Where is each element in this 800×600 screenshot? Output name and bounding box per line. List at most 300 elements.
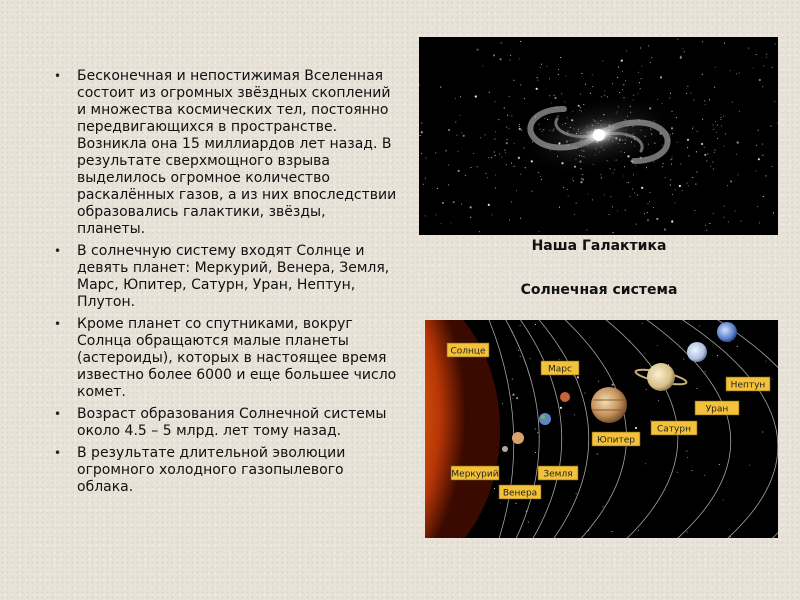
venus-icon <box>512 432 524 444</box>
star-dot <box>504 150 505 151</box>
label-mercury <box>451 466 499 480</box>
star-dot <box>559 207 560 208</box>
star-dot <box>618 67 619 68</box>
star-dot <box>535 324 536 325</box>
star-dot <box>645 463 646 464</box>
star-dot <box>531 191 532 192</box>
star-dot <box>623 84 624 85</box>
star-dot <box>577 376 579 378</box>
star-dot <box>714 150 715 151</box>
star-dot <box>686 183 687 184</box>
star-dot <box>538 172 539 173</box>
star-dot <box>680 57 682 59</box>
star-dot <box>766 57 767 58</box>
star-dot <box>719 464 720 465</box>
star-dot <box>619 92 620 93</box>
star-dot <box>717 125 718 126</box>
mars-icon <box>560 392 570 402</box>
star-dot <box>520 84 521 85</box>
star-dot <box>597 454 598 455</box>
star-dot <box>507 139 508 140</box>
star-dot <box>514 143 515 144</box>
label-mars <box>541 361 579 375</box>
star-dot <box>736 73 737 74</box>
label-sun <box>447 343 489 357</box>
star-dot <box>561 93 562 94</box>
star-dot <box>506 127 507 128</box>
star-dot <box>775 43 776 44</box>
star-dot <box>448 184 449 185</box>
star-dot <box>601 177 602 178</box>
star-dot <box>716 132 717 133</box>
star-dot <box>494 101 495 102</box>
star-dot <box>502 403 503 404</box>
star-dot <box>680 163 681 164</box>
star-dot <box>609 214 610 215</box>
star-dot <box>647 203 648 204</box>
label-earth <box>538 466 578 480</box>
star-dot <box>604 194 605 195</box>
star-dot <box>612 172 613 173</box>
star-dot <box>622 71 623 72</box>
star-dot <box>756 54 757 55</box>
star-dot <box>705 225 706 226</box>
star-dot <box>635 427 637 429</box>
star-dot <box>763 65 764 66</box>
star-dot <box>706 160 707 161</box>
star-dot <box>702 74 703 75</box>
star-dot <box>479 231 480 232</box>
star-dot <box>537 77 538 78</box>
star-dot <box>696 151 697 152</box>
bullet-icon: • <box>54 244 62 258</box>
star-dot <box>519 124 520 125</box>
bullet-icon: • <box>54 69 62 83</box>
star-dot <box>518 350 519 351</box>
star-dot <box>707 153 708 154</box>
star-dot <box>737 346 738 347</box>
star-dot <box>540 67 541 68</box>
star-dot <box>590 93 591 94</box>
star-dot <box>420 135 421 136</box>
star-dot <box>748 48 749 49</box>
label-mercury-text: Меркурий <box>451 469 499 480</box>
star-dot <box>493 54 495 56</box>
star-dot <box>499 153 500 154</box>
star-dot <box>699 325 700 326</box>
bullet-item <box>52 445 397 496</box>
star-dot <box>660 76 662 78</box>
star-dot <box>581 73 582 74</box>
star-dot <box>477 166 478 167</box>
star-dot <box>663 163 664 164</box>
galaxy-graphic <box>419 37 778 235</box>
star-dot <box>573 180 574 181</box>
earth-icon <box>539 413 551 425</box>
star-dot <box>714 87 715 88</box>
star-dot <box>560 57 561 58</box>
star-dot <box>730 180 732 182</box>
star-dot <box>525 167 526 168</box>
star-dot <box>604 90 605 91</box>
star-dot <box>582 178 584 180</box>
star-dot <box>759 222 760 223</box>
star-dot <box>672 194 673 195</box>
star-dot <box>635 165 636 166</box>
star-dot <box>598 381 599 382</box>
bullet-list <box>52 68 397 501</box>
bullet-item <box>52 68 397 238</box>
star-dot <box>653 161 654 162</box>
label-jupiter <box>592 432 640 446</box>
star-dot <box>670 159 671 160</box>
star-dot <box>725 133 726 134</box>
star-dot <box>457 151 458 152</box>
star-dot <box>485 134 486 135</box>
star-dot <box>664 228 666 230</box>
star-dot <box>611 531 612 532</box>
star-dot <box>580 94 581 95</box>
star-dot <box>727 185 728 186</box>
label-mars-text: Марс <box>548 364 572 375</box>
star-dot <box>695 184 696 185</box>
star-dot <box>492 214 493 215</box>
star-dot <box>482 65 483 66</box>
star-dot <box>762 144 763 145</box>
star-dot <box>435 153 436 154</box>
star-dot <box>459 115 460 116</box>
star-dot <box>539 231 540 232</box>
star-dot <box>766 54 767 55</box>
star-dot <box>770 126 771 127</box>
star-dot <box>633 174 634 175</box>
star-dot <box>670 185 671 186</box>
star-dot <box>671 164 672 165</box>
star-dot <box>647 219 649 221</box>
star-dot <box>541 179 542 180</box>
star-dot <box>674 202 675 203</box>
star-dot <box>757 206 758 207</box>
star-dot <box>622 89 623 90</box>
star-dot <box>521 130 522 131</box>
star-dot <box>628 182 629 183</box>
star-dot <box>519 126 520 127</box>
bullet-text: Кроме планет со спутниками, вокруг Солнца обращаются малые планеты (астероиды), которых в настоящее время известно более 6000 и еще большее число комет. <box>77 316 397 400</box>
star-dot <box>505 152 506 153</box>
star-dot <box>739 111 740 112</box>
star-dot <box>445 150 446 151</box>
star-dot <box>537 432 538 433</box>
star-dot <box>421 131 423 133</box>
star-dot <box>516 397 518 399</box>
star-dot <box>632 188 633 189</box>
star-dot <box>713 129 714 130</box>
star-dot <box>686 93 687 94</box>
star-dot <box>670 179 671 180</box>
star-dot <box>681 56 682 57</box>
star-dot <box>771 166 772 167</box>
star-dot <box>448 165 449 166</box>
star-dot <box>520 356 521 357</box>
star-dot <box>625 210 626 211</box>
star-dot <box>677 472 678 473</box>
star-dot <box>495 131 496 132</box>
star-dot <box>536 88 538 90</box>
star-dot <box>506 164 507 165</box>
star-dot <box>491 157 492 158</box>
star-dot <box>772 67 773 68</box>
star-dot <box>537 80 538 81</box>
star-dot <box>554 97 556 99</box>
star-dot <box>470 206 472 208</box>
star-dot <box>610 196 611 197</box>
star-dot <box>734 210 735 211</box>
star-dot <box>671 220 673 222</box>
star-dot <box>641 187 643 189</box>
star-dot <box>639 82 640 83</box>
bullet-text: В солнечную систему входят Солнце и девять планет: Меркурий, Венера, Земля, Марс, Юпитер, Сатурн, Уран, Нептун, Плутон. <box>77 243 390 310</box>
solar-system-image <box>425 320 778 538</box>
mercury-icon <box>502 446 508 452</box>
star-dot <box>617 210 618 211</box>
star-dot <box>714 152 715 153</box>
star-dot <box>440 87 441 88</box>
star-dot <box>453 201 455 203</box>
star-dot <box>705 104 706 105</box>
star-dot <box>549 78 550 79</box>
star-dot <box>752 67 753 68</box>
star-dot <box>495 175 496 176</box>
star-dot <box>732 102 733 103</box>
star-dot <box>696 171 697 172</box>
star-dot <box>662 166 663 167</box>
star-dot <box>715 67 716 68</box>
star-dot <box>646 167 647 168</box>
star-dot <box>461 132 462 133</box>
star-dot <box>644 213 645 214</box>
star-dot <box>519 128 521 130</box>
star-dot <box>684 51 685 52</box>
bullet-icon: • <box>54 407 62 421</box>
star-dot <box>649 201 650 202</box>
star-dot <box>688 185 689 186</box>
star-dot <box>574 414 575 415</box>
label-venus <box>499 485 541 499</box>
star-dot <box>501 42 502 43</box>
star-dot <box>592 74 593 75</box>
star-dot <box>728 221 729 222</box>
star-dot <box>541 64 542 65</box>
star-dot <box>455 121 456 122</box>
star-dot <box>762 431 763 432</box>
star-dot <box>772 378 773 379</box>
star-dot <box>686 451 687 452</box>
solar-system-caption: Солнечная система <box>520 282 678 298</box>
star-dot <box>612 206 613 207</box>
star-dot <box>763 196 764 197</box>
star-dot <box>581 178 582 179</box>
star-dot <box>564 101 565 102</box>
star-dot <box>515 503 516 504</box>
star-dot <box>551 102 552 103</box>
star-dot <box>712 124 713 125</box>
star-dot <box>528 522 529 523</box>
star-dot <box>516 190 517 191</box>
star-dot <box>774 101 775 102</box>
label-saturn-text: Сатурн <box>657 424 691 435</box>
star-dot <box>425 178 426 179</box>
star-dot <box>498 119 499 120</box>
star-dot <box>475 95 477 97</box>
star-dot <box>584 393 585 394</box>
star-dot <box>696 388 697 389</box>
star-dot <box>519 58 520 59</box>
star-dot <box>535 452 536 453</box>
star-dot <box>693 99 694 100</box>
label-venus-text: Венера <box>502 488 538 499</box>
star-dot <box>621 60 623 62</box>
star-dot <box>612 384 614 386</box>
star-dot <box>739 72 740 73</box>
star-dot <box>509 219 510 220</box>
star-dot <box>713 213 714 214</box>
star-dot <box>470 167 471 168</box>
star-dot <box>646 389 647 390</box>
star-dot <box>553 95 554 96</box>
star-dot <box>692 177 693 178</box>
galaxy-image <box>419 37 778 235</box>
star-dot <box>535 428 536 429</box>
star-dot <box>511 162 512 163</box>
star-dot <box>737 174 738 175</box>
star-dot <box>626 50 627 51</box>
star-dot <box>638 72 639 73</box>
star-dot <box>644 353 645 354</box>
star-dot <box>675 189 676 190</box>
star-dot <box>704 147 705 148</box>
label-saturn <box>651 421 697 435</box>
star-dot <box>656 218 658 220</box>
star-dot <box>640 88 641 89</box>
star-dot <box>704 154 706 156</box>
star-dot <box>585 84 586 85</box>
star-dot <box>612 83 613 84</box>
star-dot <box>560 407 562 409</box>
star-dot <box>687 139 689 141</box>
label-neptune-text: Нептун <box>730 380 766 391</box>
star-dot <box>730 70 731 71</box>
star-dot <box>630 196 631 197</box>
star-dot <box>736 154 737 155</box>
star-dot <box>677 39 678 40</box>
star-dot <box>762 86 763 87</box>
star-dot <box>563 187 564 188</box>
star-dot <box>759 79 761 81</box>
star-dot <box>512 398 513 399</box>
star-dot <box>721 117 722 118</box>
star-dot <box>642 323 643 324</box>
star-dot <box>511 201 512 202</box>
star-dot <box>421 153 422 154</box>
star-dot <box>687 86 688 87</box>
star-dot <box>576 203 577 204</box>
star-dot <box>458 170 460 172</box>
star-dot <box>425 157 426 158</box>
star-dot <box>456 135 457 136</box>
star-dot <box>692 470 693 471</box>
star-dot <box>513 166 514 167</box>
star-dot <box>559 359 560 360</box>
star-dot <box>549 95 550 96</box>
star-dot <box>510 55 511 56</box>
star-dot <box>658 400 659 401</box>
star-dot <box>651 57 652 58</box>
star-dot <box>507 115 508 116</box>
star-dot <box>704 100 705 101</box>
star-dot <box>723 217 724 218</box>
star-dot <box>506 142 508 144</box>
star-dot <box>682 48 683 49</box>
star-dot <box>455 98 456 99</box>
bullet-icon: • <box>54 446 62 460</box>
star-dot <box>461 204 462 205</box>
star-dot <box>650 62 651 63</box>
star-dot <box>485 173 486 174</box>
star-dot <box>613 232 614 233</box>
star-dot <box>576 493 577 494</box>
star-dot <box>477 49 479 51</box>
star-dot <box>448 129 450 131</box>
star-dot <box>755 171 756 172</box>
label-uranus-text: Уран <box>705 404 729 415</box>
star-dot <box>509 96 510 97</box>
star-dot <box>724 206 725 207</box>
star-dot <box>470 217 471 218</box>
star-dot <box>489 92 490 93</box>
star-dot <box>437 188 438 189</box>
star-dot <box>694 210 695 211</box>
star-dot <box>692 128 693 129</box>
star-dot <box>617 77 618 78</box>
star-dot <box>710 166 711 167</box>
star-dot <box>473 153 474 154</box>
star-dot <box>648 45 649 46</box>
star-dot <box>592 199 593 200</box>
star-dot <box>572 178 573 179</box>
star-dot <box>580 181 582 183</box>
star-dot <box>425 215 426 216</box>
bullet-text: В результате длительной эволюции огромного холодного газопылевого облака. <box>77 445 346 495</box>
star-dot <box>504 108 505 109</box>
star-dot <box>540 176 541 177</box>
star-dot <box>501 156 502 157</box>
star-dot <box>602 60 603 61</box>
star-dot <box>723 115 724 116</box>
star-dot <box>677 142 678 143</box>
star-dot <box>567 189 568 190</box>
star-dot <box>669 97 670 98</box>
star-dot <box>705 371 706 372</box>
star-dot <box>451 222 452 223</box>
star-dot <box>713 168 714 169</box>
star-dot <box>756 145 757 146</box>
star-dot <box>702 119 703 120</box>
star-dot <box>641 78 642 79</box>
star-dot <box>500 502 501 503</box>
star-dot <box>512 378 513 379</box>
star-dot <box>641 66 642 67</box>
star-dot <box>690 93 691 94</box>
